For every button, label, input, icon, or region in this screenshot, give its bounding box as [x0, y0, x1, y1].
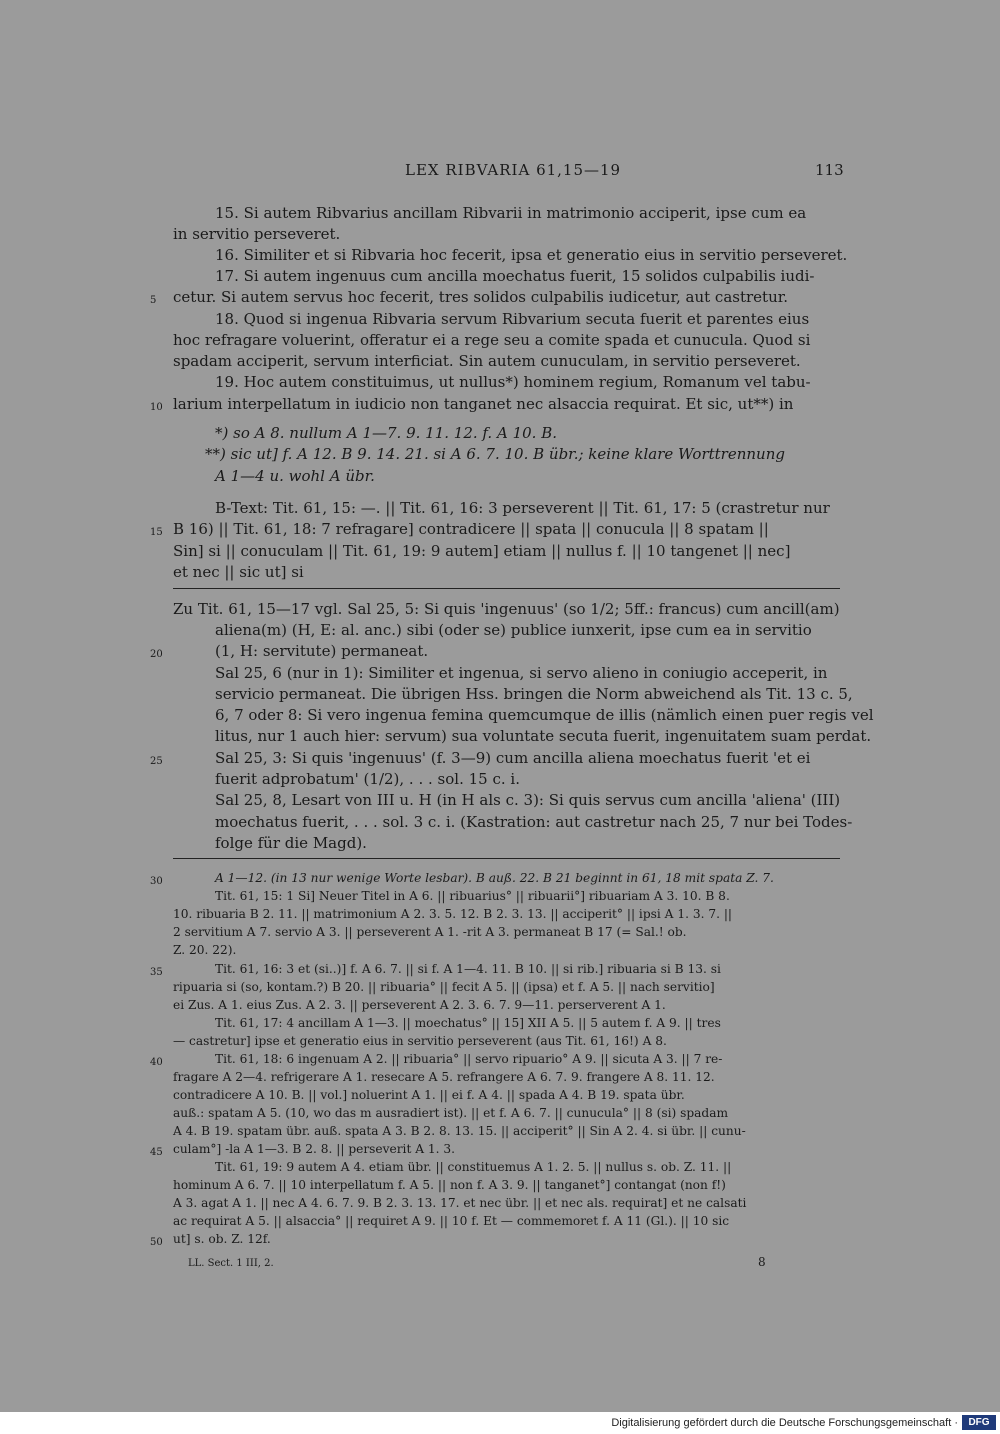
- series-signature: LL. Sect. 1 III, 2.: [188, 1258, 274, 1269]
- commentary-line: litus, nur 1 auch hier: servum) sua voluntate secuta fuerit, ingenuitatem suam perdat.: [215, 727, 872, 745]
- text-line: 18. Quod si ingenua Ribvaria servum Ribvarium secuta fuerit et parentes eius: [215, 310, 810, 328]
- apparatus-line: contradicere A 10. B. || vol.] noluerint A 1. || ei f. A 4. || spada A 4. B 19. spata übr.: [173, 1088, 685, 1102]
- commentary-line: aliena(m) (H, E: al. anc.) sibi (oder se) publice iunxerit, ipse cum ea in servitio: [215, 621, 812, 639]
- commentary-line: moechatus fuerit, . . . sol. 3 c. i. (Kastration: aut castretur nach 25, 7 nur bei Todes-: [215, 813, 853, 831]
- commentary-line: Sal 25, 8, Lesart von III u. H (in H als c. 3): Si quis servus cum ancilla 'aliena' (III): [215, 791, 841, 809]
- apparatus-line: A 1—12. (in 13 nur wenige Worte lesbar). B auß. 22. B 21 beginnt in 61, 18 mit spata Z. 7.: [215, 871, 774, 885]
- apparatus-line: ripuaria si (so, kontam.?) B 20. || ribuaria° || fecit A 5. || (ipsa) et f. A 5. || nach servitio]: [173, 980, 715, 994]
- footnote-line: *) so A 8. nullum A 1—7. 9. 11. 12. f. A 10. B.: [215, 424, 557, 442]
- apparatus-line: Tit. 61, 19: 9 autem A 4. etiam übr. || constituemus A 1. 2. 5. || nullus s. ob. Z. 11. ||: [215, 1160, 732, 1174]
- margin-line-number: 5: [150, 295, 157, 306]
- footnote-line: **) sic ut] f. A 12. B 9. 14. 21. si A 6. 7. 10. B übr.; keine klare Worttrennung: [205, 445, 785, 463]
- dfg-banner: [0, 1412, 1000, 1434]
- commentary-line: fuerit adprobatum' (1/2), . . . sol. 15 c. i.: [215, 770, 520, 788]
- commentary-line: 6, 7 oder 8: Si vero ingenua femina quemcumque de illis (nämlich einen puer regis vel: [215, 706, 874, 724]
- page-number: 113: [815, 161, 844, 179]
- margin-line-number: 35: [150, 967, 163, 978]
- apparatus-line: auß.: spatam A 5. (10, wo das m ausradiert ist). || et f. A 6. 7. || cunucula° || 8 (si) spadam: [173, 1106, 729, 1120]
- commentary-line: Zu Tit. 61, 15—17 vgl. Sal 25, 5: Si quis 'ingenuus' (so 1/2; 5ff.: francus) cum ancill(am): [173, 600, 840, 618]
- text-line: spadam acciperit, servum interficiat. Sin autem cunuculam, in servitio perseveret.: [173, 352, 801, 370]
- apparatus-line: A 4. B 19. spatam übr. auß. spata A 3. B 2. 8. 13. 15. || acciperit° || Sin A 2. 4. si übr. || cunu-: [173, 1124, 746, 1138]
- apparatus-line: — castretur] ipse et generatio eius in servitio perseverent (aus Tit. 61, 16!) A 8.: [173, 1034, 667, 1048]
- apparatus-line: culam°] -la A 1—3. B 2. 8. || perseverit A 1. 3.: [173, 1142, 456, 1156]
- text-line: 19. Hoc autem constituimus, ut nullus*) hominem regium, Romanum vel tabu-: [215, 373, 811, 391]
- apparatus-line: A 3. agat A 1. || nec A 4. 6. 7. 9. B 2. 3. 13. 17. et nec übr. || et nec als. requirat] et ne calsati: [173, 1196, 747, 1210]
- text-line: 17. Si autem ingenuus cum ancilla moechatus fuerit, 15 solidos culpabilis iudi-: [215, 267, 815, 285]
- dfg-logo: DFG: [962, 1415, 996, 1430]
- margin-line-number: 25: [150, 756, 163, 767]
- section-rule: [173, 858, 840, 859]
- apparatus-line: hominum A 6. 7. || 10 interpellatum f. A 5. || non f. A 3. 9. || tanganet°] contangat (non f!): [173, 1178, 726, 1192]
- margin-line-number: 30: [150, 876, 163, 887]
- apparatus-line: Tit. 61, 17: 4 ancillam A 1—3. || moechatus° || 15] XII A 5. || 5 autem f. A 9. || tres: [215, 1016, 721, 1030]
- text-line: 16. Similiter et si Ribvaria hoc fecerit, ipsa et generatio eius in servitio perseveret.: [215, 246, 848, 264]
- btext-line: B 16) || Tit. 61, 18: 7 refragare] contradicere || spata || conucula || 8 spatam ||: [173, 520, 769, 538]
- margin-line-number: 15: [150, 527, 163, 538]
- apparatus-line: Tit. 61, 18: 6 ingenuam A 2. || ribuaria° || servo ripuario° A 9. || sicuta A 3. || 7 re-: [215, 1052, 723, 1066]
- apparatus-line: Tit. 61, 15: 1 Si] Neuer Titel in A 6. || ribuarius° || ribuarii°] ribuariam A 3. 10. B 8.: [215, 889, 730, 903]
- footnote-line: A 1—4 u. wohl A übr.: [215, 467, 375, 485]
- btext-line: Sin] si || conuculam || Tit. 61, 19: 9 autem] etiam || nullus f. || 10 tangenet || nec]: [173, 542, 791, 560]
- margin-line-number: 10: [150, 402, 163, 413]
- text-line: 15. Si autem Ribvarius ancillam Ribvarii in matrimonio acciperit, ipse cum ea: [215, 204, 807, 222]
- commentary-line: Sal 25, 3: Si quis 'ingenuus' (f. 3—9) cum ancilla aliena moechatus fuerit 'et ei: [215, 749, 811, 767]
- commentary-line: Sal 25, 6 (nur in 1): Similiter et ingenua, si servo alieno in coniugio acceperit, in: [215, 664, 828, 682]
- apparatus-line: fragare A 2—4. refrigerare A 1. resecare A 5. refrangere A 6. 7. 9. frangere A 8. 11. 12.: [173, 1070, 715, 1084]
- commentary-line: folge für die Magd).: [215, 834, 367, 852]
- apparatus-line: 10. ribuaria B 2. 11. || matrimonium A 2. 3. 5. 12. B 2. 3. 13. || acciperit° || ipsi A 1. 3. 7. ||: [173, 907, 733, 921]
- section-rule: [173, 588, 840, 589]
- apparatus-line: ac requirat A 5. || alsaccia° || requiret A 9. || 10 f. Et — commemoret f. A 11 (Gl.). || 10 sic: [173, 1214, 730, 1228]
- dfg-banner-text: Digitalisierung gefördert durch die Deutsche Forschungsgemeinschaft ·: [611, 1417, 958, 1429]
- text-line: cetur. Si autem servus hoc fecerit, tres solidos culpabilis iudicetur, aut castretur.: [173, 288, 789, 306]
- apparatus-line: ei Zus. A 1. eius Zus. A 2. 3. || perseverent A 2. 3. 6. 7. 9—11. perserverent A 1.: [173, 998, 666, 1012]
- btext-line: B-Text: Tit. 61, 15: —. || Tit. 61, 16: 3 perseverent || Tit. 61, 17: 5 (crastretur nur: [215, 499, 830, 517]
- apparatus-line: Z. 20. 22).: [173, 943, 237, 957]
- btext-line: et nec || sic ut] si: [173, 563, 304, 581]
- margin-line-number: 45: [150, 1147, 163, 1158]
- text-line: hoc refragare voluerint, offeratur ei a rege seu a comite spada et cunucula. Quod si: [173, 331, 811, 349]
- apparatus-line: Tit. 61, 16: 3 et (si..)] f. A 6. 7. || si f. A 1—4. 11. B 10. || si rib.] ribuaria si B 13. si: [215, 962, 721, 976]
- running-head: LEX RIBVARIA 61,15—19: [405, 161, 622, 179]
- margin-line-number: 50: [150, 1237, 163, 1248]
- sheet-signature: 8: [758, 1255, 766, 1269]
- text-line: in servitio perseveret.: [173, 225, 341, 243]
- apparatus-line: 2 servitium A 7. servio A 3. || perseverent A 1. -rit A 3. permaneat B 17 (= Sal.! ob.: [173, 925, 687, 939]
- apparatus-line: ut] s. ob. Z. 12f.: [173, 1232, 271, 1246]
- commentary-line: servicio permaneat. Die übrigen Hss. bringen die Norm abweichend als Tit. 13 c. 5,: [215, 685, 853, 703]
- commentary-line: (1, H: servitute) permaneat.: [215, 642, 429, 660]
- text-line: larium interpellatum in iudicio non tanganet nec alsaccia requirat. Et sic, ut**) in: [173, 395, 794, 413]
- margin-line-number: 20: [150, 649, 163, 660]
- margin-line-number: 40: [150, 1057, 163, 1068]
